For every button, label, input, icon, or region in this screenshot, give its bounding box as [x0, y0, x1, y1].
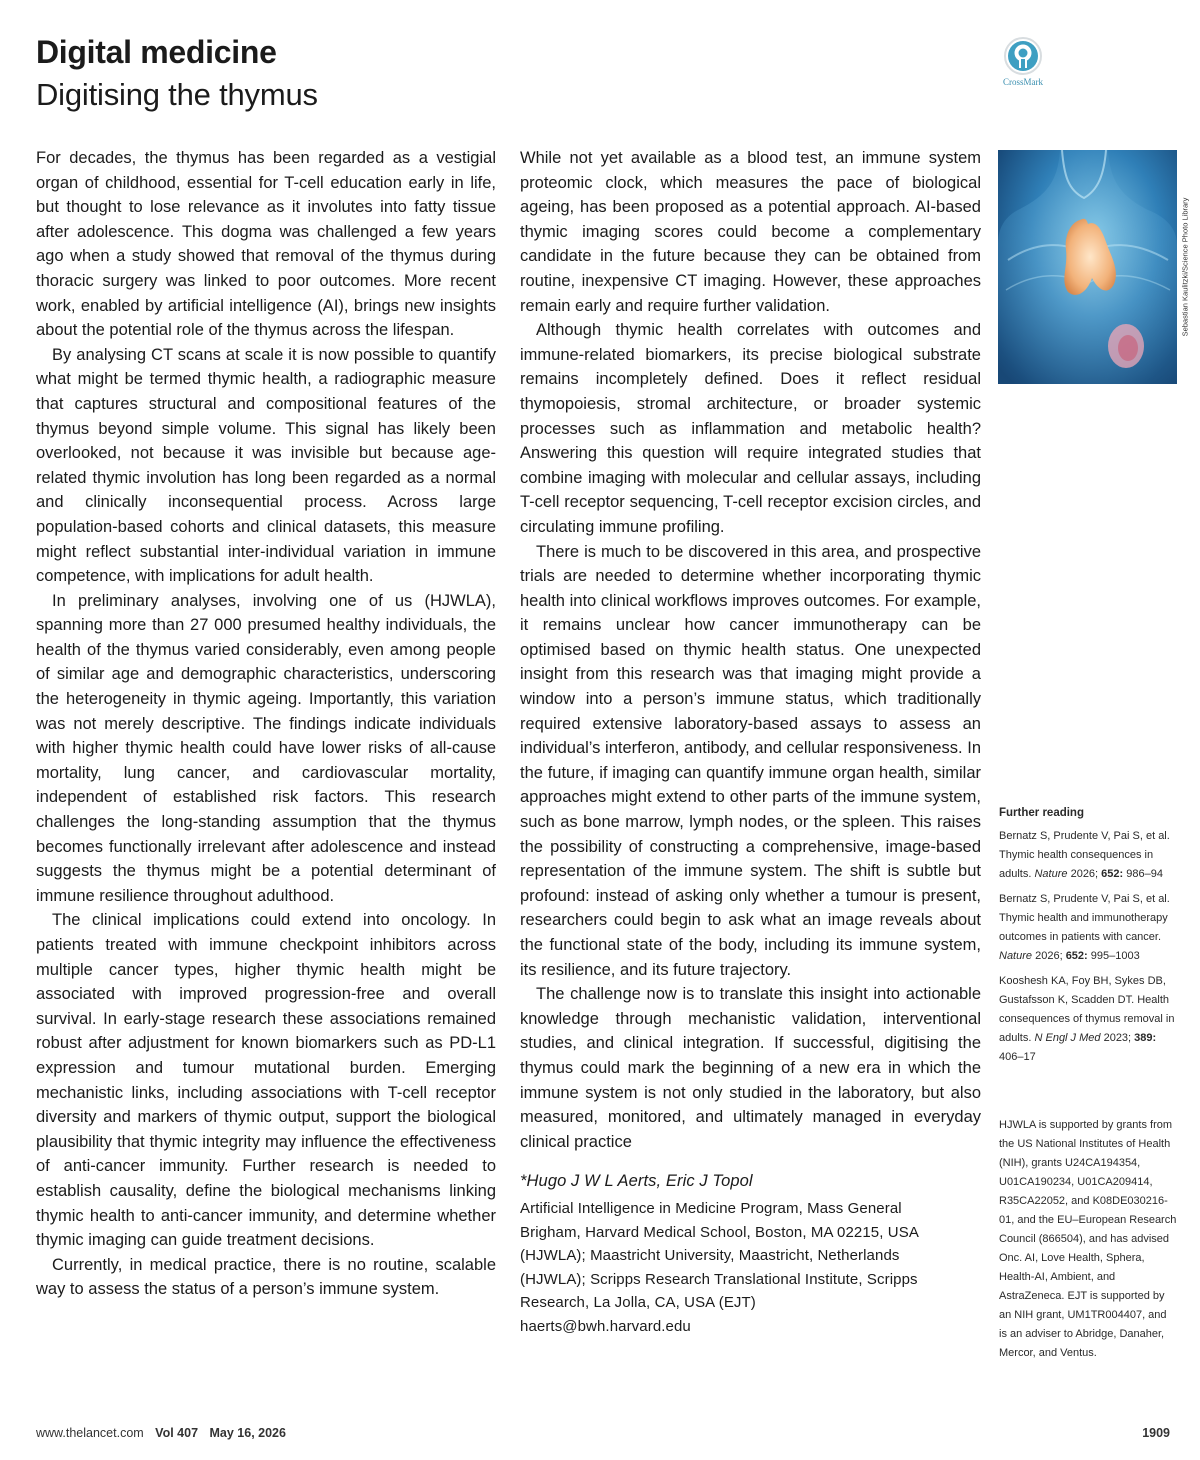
crossmark-label: CrossMark	[1003, 77, 1043, 87]
paragraph: While not yet available as a blood test, an immune system proteomic clock, which measures the pace of biological ageing, has been proposed as a potential approach. AI-based thymic imaging scores could become a complementary candidate in the future because they can be obtained from routine, inexpensive CT imaging. However, these approaches remain early and require further validation.	[520, 149, 981, 315]
paragraph: The clinical implications could extend into oncology. In patients treated with immune checkpoint inhibitors across multiple cancer types, higher thymic health might be associated with improved progression-free and overall survival. In early-stage research these associations remained robust after adjustment for known biomarkers such as PD-L1 expression and tumour mutational burden. Emerging mechanistic links, including associations with T-cell receptor diversity and markers of thymic output, support the biological plausibility that thymic integrity may influence the effectiveness of anti-cancer immunity. Further research is needed to establish causality, define the biological mechanisms linking thymic health to anti-cancer immunity, and determine whether thymic imaging can guide treatment decisions.	[36, 911, 496, 1250]
author-names: *Hugo J W L Aerts, Eric J Topol	[520, 1172, 753, 1191]
affiliation-line: (HJWLA); Scripps Research Translational Institute, Scripps	[520, 1270, 918, 1288]
further-reading	[999, 804, 1177, 1073]
article-header	[36, 30, 318, 116]
ref-title: Health consequences of thymus removal in adults.	[999, 994, 1175, 1044]
reference-item[interactable]	[999, 972, 1177, 1067]
thymus-illustration	[998, 150, 1177, 384]
ref-journal: Nature	[1034, 868, 1068, 880]
paragraph: The challenge now is to translate this insight into actionable knowledge through mechanistic validation, interventional studies, and clinical integration. If successful, digitising the thymus could mark the beginning of a new era in which the immune system is not only studied in the laboratory, but also measured, monitored, and ultimately managed in everyday clinical practice	[520, 985, 981, 1151]
image-credit-text: Sebastian Kaulitzki/Science Photo Library	[1180, 197, 1190, 337]
ref-authors: Bernatz S, Prudente V, Pai S, et al.	[999, 830, 1170, 842]
paragraph: Although thymic health correlates with outcomes and immune-related biomarkers, its precise biological substrate remains incompletely defined. Does it reflect residual thymopoiesis, stromal architecture, or broader systemic processes such as inflammation and metabolic health? Answering this question will require integrated studies that combine imaging with molecular and cellular assays, including T-cell receptor sequencing, T-cell receptor excision circles, and circulating immune profiling.	[520, 321, 981, 536]
page-number: 1909	[1142, 1426, 1170, 1440]
journal-site[interactable]: www.thelancet.com	[36, 1426, 144, 1440]
ref-authors: Bernatz S, Prudente V, Pai S, et al.	[999, 893, 1170, 905]
paragraph: By analysing CT scans at scale it is now possible to quantify what might be termed thymic health, a radiographic measure that captures structural and compositional features of the thymus beyond simple volume. This signal has likely been overlooked, not because it was invisible but because age-related thymic involution has long been regarded as a normal and clinically inconsequential process. Across large population-based cohorts and clinical datasets, this measure might reflect substantial inter-individual variation in immune competence, with implications for adult health.	[36, 345, 496, 586]
affiliation-line: Brigham, Harvard Medical School, Boston, MA 02215, USA	[520, 1223, 919, 1241]
reference-item[interactable]	[999, 827, 1177, 884]
page-footer	[36, 1426, 1170, 1440]
ref-pages: 406–17	[999, 1051, 1036, 1063]
ref-journal: Nature	[999, 950, 1033, 962]
author-email[interactable]: haerts@bwh.harvard.edu	[520, 1317, 691, 1335]
ref-pages: 995–1003	[1090, 950, 1140, 962]
ref-authors: Kooshesh KA, Foy BH, Sykes DB, Gustafsson K, Scadden DT.	[999, 975, 1166, 1006]
ref-pages: 986–94	[1126, 868, 1163, 880]
crossmark-icon	[1003, 36, 1043, 76]
affiliation-line: (HJWLA); Maastricht University, Maastricht, Netherlands	[520, 1247, 900, 1265]
ref-volume: 652:	[1101, 868, 1124, 880]
ref-title: Thymic health and immunotherapy outcomes in patients with cancer.	[999, 912, 1168, 943]
section-title: Digital medicine	[36, 34, 277, 70]
ref-volume: 652:	[1065, 950, 1088, 962]
paragraph: For decades, the thymus has been regarded as a vestigial organ of childhood, essential for T-cell education early in life, but thought to lose relevance as it involutes into fatty tissue after adolescence. This dogma was challenged a few years ago when a study showed that removal of the thymus during thoracic surgery was linked to poor outcomes. More recent work, enabled by artificial intelligence (AI), brings new insights about the potential role of the thymus across the lifespan.	[36, 149, 496, 340]
ref-volume: 389:	[1134, 1032, 1157, 1044]
ref-year: 2023;	[1103, 1032, 1132, 1044]
author-block	[520, 1170, 981, 1338]
affiliation-line: Research, La Jolla, CA, USA (EJT)	[520, 1294, 756, 1312]
paragraph: Currently, in medical practice, there is no routine, scalable way to assess the status of a person’s immune system.	[36, 1255, 496, 1299]
funding-note: HJWLA is supported by grants from the US National Institutes of Health (NIH), grants U24CA194354, U01CA190234, U01CA209414, R35CA22052, and K08DE030216-01, and the EU–European Research Council (866504), and has advised Onc. AI, Love Health, Sphera, Health-AI, Ambient, and AstraZeneca. EJT is supported by an NIH grant, UM1TR004407, and is an adviser to Abridge, Danaher, Mercor, and Ventus.	[999, 1119, 1177, 1359]
body-column-right	[520, 146, 981, 1339]
crossmark-badge[interactable]	[996, 36, 1050, 88]
ref-year: 2026;	[1035, 950, 1063, 962]
body-column-left	[36, 146, 496, 1302]
ref-journal: N Engl J Med	[1034, 1032, 1101, 1044]
paragraph: There is much to be discovered in this area, and prospective trials are needed to determine whether incorporating thymic health into clinical workflows improves outcomes. For example, it remains unclear how cancer immunotherapy can be optimised based on thymic health status. One unexpected insight from this research was that imaging might provide a window into a person’s immune status, which traditionally required extensive laboratory-based assays to assess an individual’s interferon, antibody, and cellular responsiveness. In the future, if imaging can quantify immune organ health, similar approaches might extend to other parts of the immune system, such as bone marrow, lymph nodes, or the spleen. This raises the possibility of constructing a comprehensive, image-based representation of the immune system. The shift is subtle but profound: instead of asking only whether a tumour is present, researchers could begin to ask what an image reveals about the functional state of the body, including its immune system, its resilience, and its future trajectory.	[520, 542, 981, 979]
paragraph: In preliminary analyses, involving one of us (HJWLA), spanning more than 27 000 presumed healthy individuals, the health of the thymus varied considerably, even among people of similar age and demographic characteristics, underscoring the heterogeneity in thymic ageing. Importantly, this variation was not merely descriptive. The findings indicate individuals with higher thymic health could have lower risks of all-cause mortality, lung cancer, and cardiovascular mortality, independent of established risk factors. This research challenges the long-standing assumption that the thymus becomes functionally irrelevant after adolescence and instead suggests the thymus might be a potential determinant of immune resilience throughout adulthood.	[36, 591, 496, 905]
affiliation-line: Artificial Intelligence in Medicine Program, Mass General	[520, 1199, 902, 1217]
issue-date: May 16, 2026	[209, 1426, 286, 1440]
ref-title: Thymic health consequences in adults.	[999, 849, 1154, 880]
further-reading-title: Further reading	[999, 807, 1084, 819]
thymus-illustration-graphic	[998, 150, 1177, 384]
ref-year: 2026;	[1070, 868, 1099, 880]
article-title: Digitising the thymus	[36, 77, 318, 112]
journal-volume: Vol 407	[155, 1426, 199, 1440]
reference-item[interactable]	[999, 890, 1177, 966]
image-credit	[1178, 150, 1192, 384]
